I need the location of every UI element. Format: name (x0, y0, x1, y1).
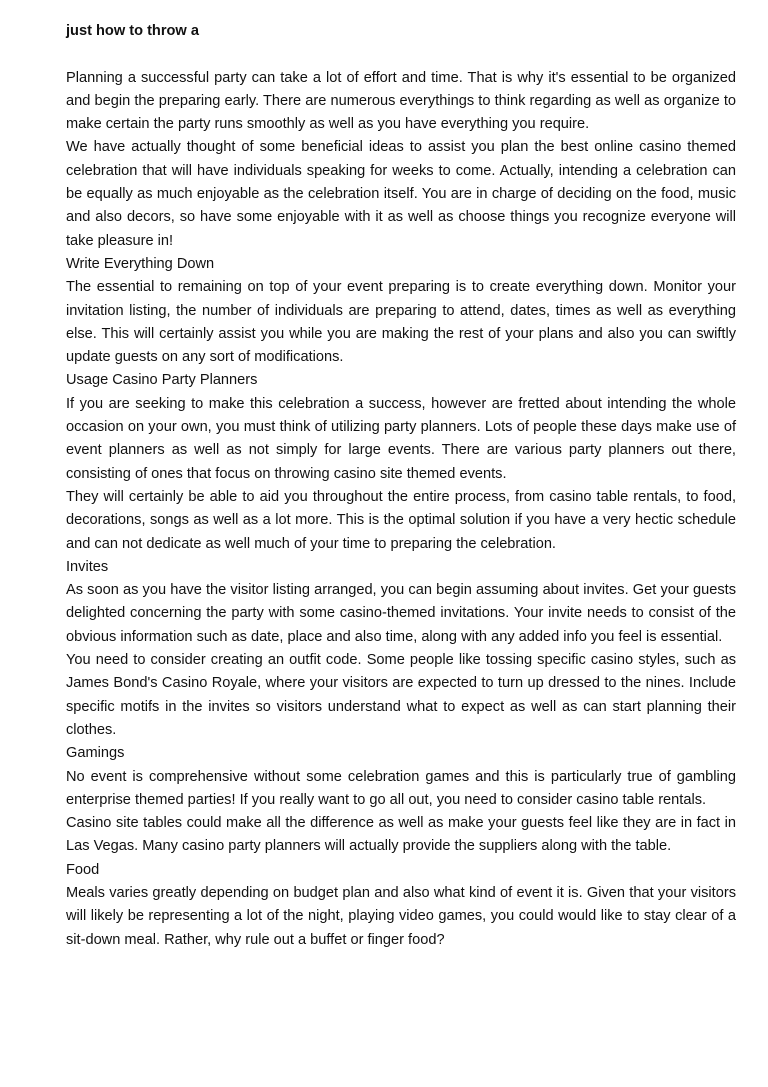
paragraph-gamings-1: No event is comprehensive without some celebration games and this is particularly true of gambling enterprise themed parties! If you really want to go all out, you need to consider casino table rentals. (66, 768, 736, 808)
document-page (66, 20, 736, 952)
heading-invites: Invites (66, 558, 109, 575)
paragraph-party-planners-2: They will certainly be able to aid you throughout the entire process, from casino table rentals, to food, decorations, songs as well as a lot more. This is the optimal solution if you have a very hectic schedule and can not dedicate as well much of your time to preparing the celebration. (66, 488, 736, 552)
heading-write-everything-down: Write Everything Down (66, 255, 215, 272)
heading-food: Food (66, 861, 100, 878)
paragraph-invites-1: As soon as you have the visitor listing arranged, you can begin assuming about invites. Get your guests delighted concerning the party with some casino-themed invitations. Your invite needs to consist of the obvious information such as date, place and also time, along with any added info you feel is essential. (66, 582, 736, 645)
heading-party-planners: Usage Casino Party Planners (66, 372, 258, 389)
paragraph-party-planners-1: If you are seeking to make this celebration a success, however are fretted about intending the whole occasion on your own, you must think of utilizing party planners. Lots of people these days make use of event planners as well as not simply for large events. There are various party planners out there, consisting of ones that focus on throwing casino site themed events. (66, 395, 736, 482)
paragraph-food: Meals varies greatly depending on budget plan and also what kind of event it is. Given that your visitors will likely be representing a lot of the night, playing video games, you could would like to stay clear of a sit-down meal. Rather, why rule out a buffet or finger food? (66, 884, 736, 948)
paragraph-ideas: We have actually thought of some beneficial ideas to assist you plan the best online casino themed celebration that will have individuals speaking for weeks to come. Actually, intending a celebration can be equally as much enjoyable as the celebration itself. You are in charge of deciding on the food, music and also decors, so have some enjoyable with it as well as choose things you recognize everyone will take pleasure in! (66, 139, 736, 249)
paragraph-intro: Planning a successful party can take a lot of effort and time. That is why it's essential to be organized and begin the preparing early. There are numerous everythings to think regarding as well as organize to make certain the party runs smoothly as well as you have everything you require. (66, 69, 736, 133)
paragraph-write-everything-down: The essential to remaining on top of your event preparing is to create everything down. Monitor your invitation listing, the number of individuals are preparing to attend, dates, times as well as everything else. This will certainly assist you while you are making the rest of your plans and also you can swiftly update guests on any sort of modifications. (66, 279, 736, 366)
paragraph-gamings-2: Casino site tables could make all the difference as well as make your guests feel like they are in fact in Las Vegas. Many casino party planners will actually provide the suppliers along with the table. (66, 815, 736, 855)
document-title: just how to throw a (66, 23, 199, 39)
heading-gamings: Gamings (66, 745, 125, 762)
paragraph-invites-2: You need to consider creating an outfit code. Some people like tossing specific casino styles, such as James Bond's Casino Royale, where your visitors are expected to turn up dressed to the nines. Include specific motifs in the invites so visitors understand what to expect as well as can start planning their clothes. (66, 652, 736, 738)
